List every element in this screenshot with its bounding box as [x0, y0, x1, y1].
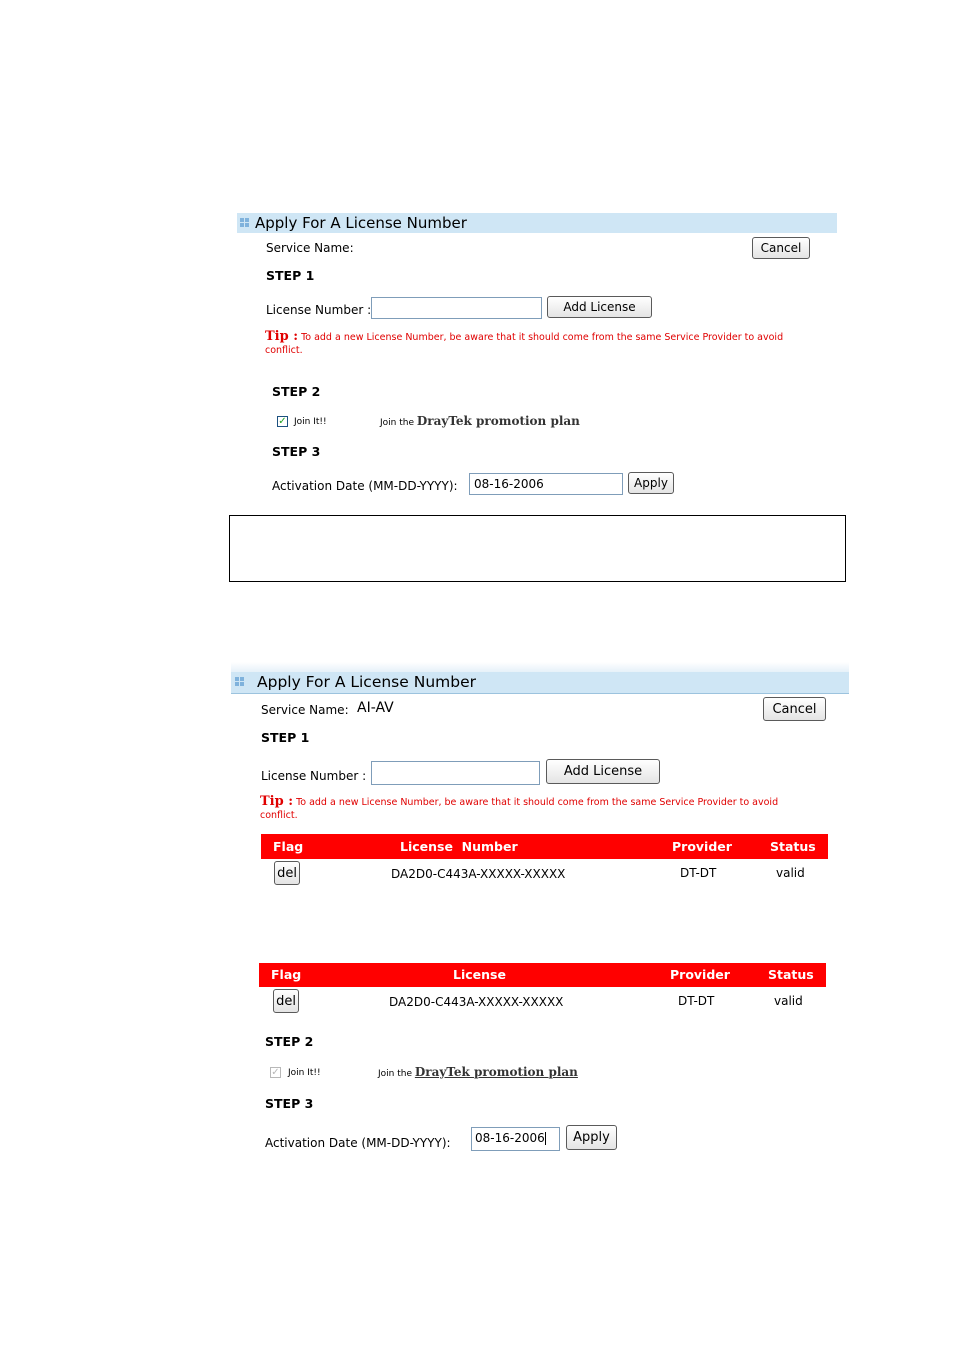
- activation-date-input[interactable]: [471, 1127, 560, 1151]
- caption-box: [229, 515, 846, 582]
- table-2-header: [259, 963, 826, 987]
- activation-date-label: Activation Date (MM-DD-YYYY):: [265, 1136, 451, 1150]
- table-1-status-cell: valid: [776, 866, 805, 880]
- panel-1-header: [237, 213, 837, 233]
- step-2-heading: STEP 2: [272, 384, 321, 399]
- table-1-header-license: License Number: [400, 839, 518, 854]
- table-2-header-provider: Provider: [670, 967, 730, 982]
- table-2-header-license: License: [453, 967, 506, 982]
- promotion-plan-link[interactable]: DrayTek promotion plan: [414, 1065, 578, 1079]
- text-cursor: [545, 1132, 546, 1145]
- join-the-text: Join the: [378, 1069, 412, 1079]
- table-1-header-flag: Flag: [273, 839, 304, 854]
- grid-icon: [235, 677, 245, 687]
- join-label: Join It!!: [288, 1068, 321, 1078]
- tip-message: To add a new License Number, be aware that it should come from the same Service Provider to avoid conflict.: [260, 797, 779, 821]
- step-2-heading: STEP 2: [265, 1034, 314, 1049]
- activation-date-label: Activation Date (MM-DD-YYYY):: [272, 479, 458, 493]
- promotion-text: [380, 414, 580, 428]
- join-the-text: Join the: [380, 418, 414, 428]
- activation-date-input[interactable]: [469, 473, 623, 495]
- service-name-label: Service Name:: [266, 241, 354, 255]
- table-1-header: [261, 834, 828, 859]
- cancel-button[interactable]: Cancel: [752, 237, 810, 259]
- del-button[interactable]: del: [273, 989, 299, 1013]
- join-checkbox[interactable]: ✓: [278, 416, 287, 427]
- table-2-header-flag: Flag: [271, 967, 302, 982]
- panel-2-header: [231, 672, 849, 694]
- tip-label: Tip :: [265, 329, 299, 344]
- service-name-value: AI-AV: [357, 700, 394, 716]
- panel-2-top-shade: [231, 662, 849, 672]
- step-3-heading: STEP 3: [265, 1096, 314, 1111]
- table-2-provider-cell: DT-DT: [678, 994, 715, 1008]
- activation-date-value: 08-16-2006: [475, 1131, 545, 1145]
- table-2-status-cell: valid: [774, 994, 803, 1008]
- step-1-heading: STEP 1: [261, 730, 310, 745]
- license-number-label: License Number :: [266, 303, 372, 317]
- promotion-plan-text: DrayTek promotion plan: [416, 414, 580, 428]
- join-checkbox[interactable]: ✓: [271, 1067, 280, 1078]
- tip-message: To add a new License Number, be aware that it should come from the same Service Provider to avoid conflict.: [265, 332, 784, 356]
- table-1-provider-cell: DT-DT: [680, 866, 717, 880]
- grid-icon: [240, 218, 250, 228]
- tip-text: [265, 330, 805, 357]
- cancel-button[interactable]: Cancel: [763, 697, 826, 721]
- add-license-button[interactable]: Add License: [546, 759, 660, 784]
- add-license-button[interactable]: Add License: [547, 296, 652, 318]
- del-button[interactable]: del: [274, 861, 300, 885]
- apply-button[interactable]: Apply: [628, 472, 674, 494]
- table-2-license-cell: DA2D0-C443A-XXXXX-XXXXX: [389, 995, 564, 1009]
- table-1-header-provider: Provider: [672, 839, 732, 854]
- license-number-label: License Number :: [261, 769, 367, 783]
- table-1-header-status: Status: [770, 839, 816, 854]
- table-2-header-status: Status: [768, 967, 814, 982]
- table-1-license-cell: DA2D0-C443A-XXXXX-XXXXX: [391, 867, 566, 881]
- promotion-text: [378, 1065, 578, 1079]
- panel-2-title: Apply For A License Number: [257, 673, 476, 691]
- apply-button[interactable]: Apply: [566, 1125, 617, 1150]
- step-3-heading: STEP 3: [272, 444, 321, 459]
- service-name-label: Service Name:: [261, 703, 349, 717]
- join-label: Join It!!: [294, 417, 327, 427]
- step-1-heading: STEP 1: [266, 268, 315, 283]
- license-number-input[interactable]: [371, 297, 542, 319]
- tip-text: [260, 795, 815, 822]
- license-number-input[interactable]: [371, 761, 540, 785]
- panel-1-title: Apply For A License Number: [255, 214, 467, 232]
- tip-label: Tip :: [260, 794, 294, 809]
